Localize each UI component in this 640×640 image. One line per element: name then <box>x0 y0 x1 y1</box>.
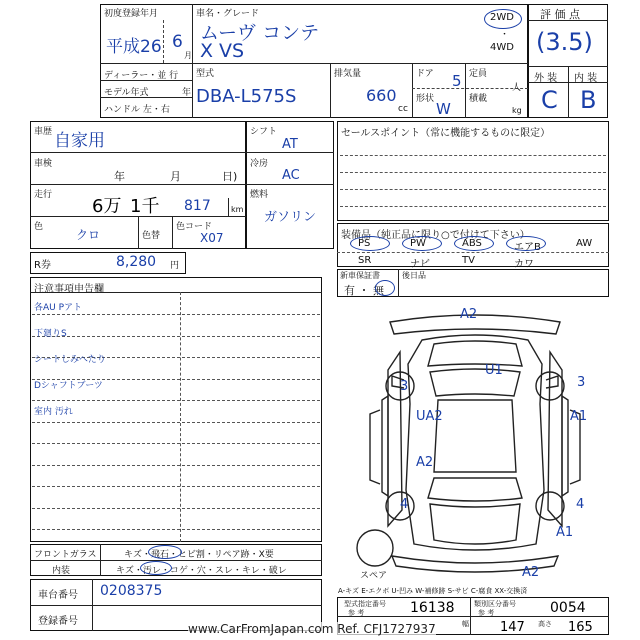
person-unit: 人 <box>512 83 522 93</box>
equipment-item: PW <box>410 238 426 249</box>
score-label: 評 価 点 <box>540 8 580 21</box>
km-unit: km <box>231 205 244 214</box>
model-spec-label: 型式指定番号 <box>344 600 386 608</box>
drive-4wd: 4WD <box>490 42 514 53</box>
inspection-month-unit: 月 <box>170 170 181 183</box>
notes-rule <box>32 314 320 315</box>
reg-era: 平成26 <box>106 37 162 57</box>
reg-month: 6 <box>172 32 183 52</box>
fuel: ガソリン <box>264 210 317 225</box>
color-label: 色 <box>34 222 44 232</box>
notes-rule <box>32 443 320 444</box>
recycle: 8,280 <box>116 254 157 270</box>
legend: A-キズ E-エクボ U-凹み W-補修跡 S-サビ C-腐食 XX-交換済 <box>338 587 528 595</box>
damage-mark: 3 <box>400 379 409 394</box>
damage-mark: A1 <box>570 409 588 424</box>
shift-label: シフト <box>250 127 278 137</box>
category-label: 類別区分番号 <box>474 600 516 608</box>
cc-unit: cc <box>398 104 408 114</box>
equipment-circle <box>506 236 546 251</box>
interior-label: 内 装 <box>574 73 598 84</box>
damage-mark: U1 <box>485 363 503 378</box>
damage-mark: A1 <box>556 525 574 540</box>
mileage-label: 走行 <box>34 190 53 200</box>
equipment-item: TV <box>462 255 475 266</box>
color-change-label: 色替 <box>142 231 161 241</box>
width-label: 幅 <box>462 620 469 628</box>
equipment-item: PS <box>358 238 371 249</box>
color: クロ <box>76 228 101 242</box>
windshield-options: キズ・飛石・ヒビ割・リペア跡・X要 <box>124 550 274 560</box>
history: 自家用 <box>54 131 105 151</box>
notes-item: 各AU Pアト <box>34 303 83 313</box>
door-label: ドア <box>416 69 434 79</box>
interior-grade: B <box>580 86 597 114</box>
load-label: 積載 <box>469 94 488 104</box>
car-name-label: 車名・グレード <box>196 9 260 19</box>
mileage-rest: 817 <box>184 198 211 214</box>
mileage-sen: 1千 <box>130 196 160 217</box>
mileage-man: 6万 <box>92 196 122 217</box>
displacement-label: 排気量 <box>334 69 362 79</box>
equipment-label: 装備品（純正品に限り○で付けて下さい） <box>341 230 530 241</box>
equipment-item: エアB <box>514 242 541 253</box>
registration-label: 後日品 <box>402 271 426 280</box>
grade: X VS <box>200 40 245 62</box>
equipment-item: AW <box>576 238 593 249</box>
drive-2wd: 2WD <box>490 12 514 23</box>
notes-rule <box>32 422 320 423</box>
color-code-label: 色コード <box>176 222 213 232</box>
shift: AT <box>282 137 298 152</box>
kg-unit: kg <box>512 106 522 115</box>
recycle-label: R券 <box>34 260 51 271</box>
interior-label: 内装 <box>52 566 71 576</box>
watermark: www.CarFromJapan.com Ref. CFJ1727937 <box>188 622 436 636</box>
score-value: (3.5) <box>536 28 593 56</box>
reg-label: 登録番号 <box>38 616 78 627</box>
car-name: ムーヴ コンテ <box>200 22 320 44</box>
equipment-item: ナビ <box>410 259 430 270</box>
equipment-circle <box>402 236 442 251</box>
windshield-label: フロントガラス <box>34 550 97 560</box>
notes-rule <box>32 400 320 401</box>
damage-mark: A2 <box>460 307 478 322</box>
first-reg-label: 初度登録年月 <box>104 9 159 19</box>
inspection-label: 車検 <box>34 159 53 169</box>
shape: W <box>436 100 451 118</box>
warranty-value: 有 ・ 無 <box>344 284 384 297</box>
model-code-label: 型式 <box>196 69 215 79</box>
notes-label: 注意事項申告欄 <box>34 284 104 295</box>
damage-mark: 4 <box>400 497 409 512</box>
model-code: DBA-L575S <box>196 86 297 107</box>
model-year-label: モデル年式 <box>104 88 149 98</box>
model-spec-ref: 参 考 <box>348 609 365 617</box>
width: 147 <box>500 620 525 635</box>
equipment-item: SR <box>358 255 372 266</box>
drive-dot: ・ <box>500 30 510 40</box>
exterior-label: 外 装 <box>534 73 558 84</box>
notes-box <box>30 277 322 542</box>
category: 0054 <box>550 600 586 616</box>
month-unit: 月 <box>184 51 192 60</box>
notes-rule <box>32 529 320 530</box>
aircon: AC <box>282 168 300 183</box>
category-ref: 参 考 <box>478 609 495 617</box>
history-label: 車歴 <box>34 127 53 137</box>
notes-item: 下廻りS <box>34 329 67 339</box>
recycle-box <box>30 252 186 274</box>
damage-mark: 4 <box>576 497 585 512</box>
windshield-circle <box>148 545 182 559</box>
warranty-label: 新車保証書 <box>340 271 380 280</box>
model-spec: 16138 <box>410 600 455 616</box>
dealer-label: ディーラー・並 行 <box>104 71 179 81</box>
damage-mark: UA2 <box>416 409 443 424</box>
equipment-item: ABS <box>462 238 482 249</box>
chassis: 0208375 <box>100 583 163 599</box>
notes-rule <box>32 465 320 466</box>
height: 165 <box>568 620 593 635</box>
damage-mark: A2 <box>416 455 434 470</box>
equipment-circle <box>454 236 494 251</box>
notes-item: シートしみへたり <box>34 355 106 365</box>
handle-label: ハンドル 左・右 <box>104 105 170 115</box>
interior-circle <box>140 561 172 575</box>
equipment-circle <box>350 236 390 251</box>
equipment-item: カワ <box>514 259 534 270</box>
sales-points-label: セールスポイント（常に機能するものに限定） <box>341 128 551 139</box>
color-code: X07 <box>200 231 224 245</box>
year-unit: 年 <box>182 88 192 98</box>
exterior-grade: C <box>541 86 558 114</box>
car-diagram <box>330 300 620 590</box>
aircon-label: 冷房 <box>250 159 269 169</box>
notes-rule <box>32 486 320 487</box>
damage-mark: 3 <box>577 375 586 390</box>
inspection-day-unit: 日) <box>222 170 238 183</box>
capacity-label: 定員 <box>469 69 488 79</box>
inspection-year-unit: 年 <box>114 170 125 183</box>
fuel-label: 燃料 <box>250 190 269 200</box>
doors: 5 <box>452 72 462 90</box>
warranty-circle <box>375 280 395 296</box>
spare-label: スペア <box>360 571 388 581</box>
yen-unit: 円 <box>170 261 180 271</box>
notes-item: 室内 汚れ <box>34 407 73 417</box>
chassis-label: 車台番号 <box>38 590 78 601</box>
interior-options: キズ・汚レ・コゲ・穴・スレ・キレ・破レ <box>116 566 287 576</box>
displacement: 660 <box>366 86 397 105</box>
notes-rule <box>32 508 320 509</box>
notes-rule <box>32 336 320 337</box>
height-label: 高さ <box>538 620 552 628</box>
notes-item: Dシャフトブーツ <box>34 381 103 391</box>
shape-label: 形状 <box>416 94 435 104</box>
damage-mark: A2 <box>522 565 540 580</box>
